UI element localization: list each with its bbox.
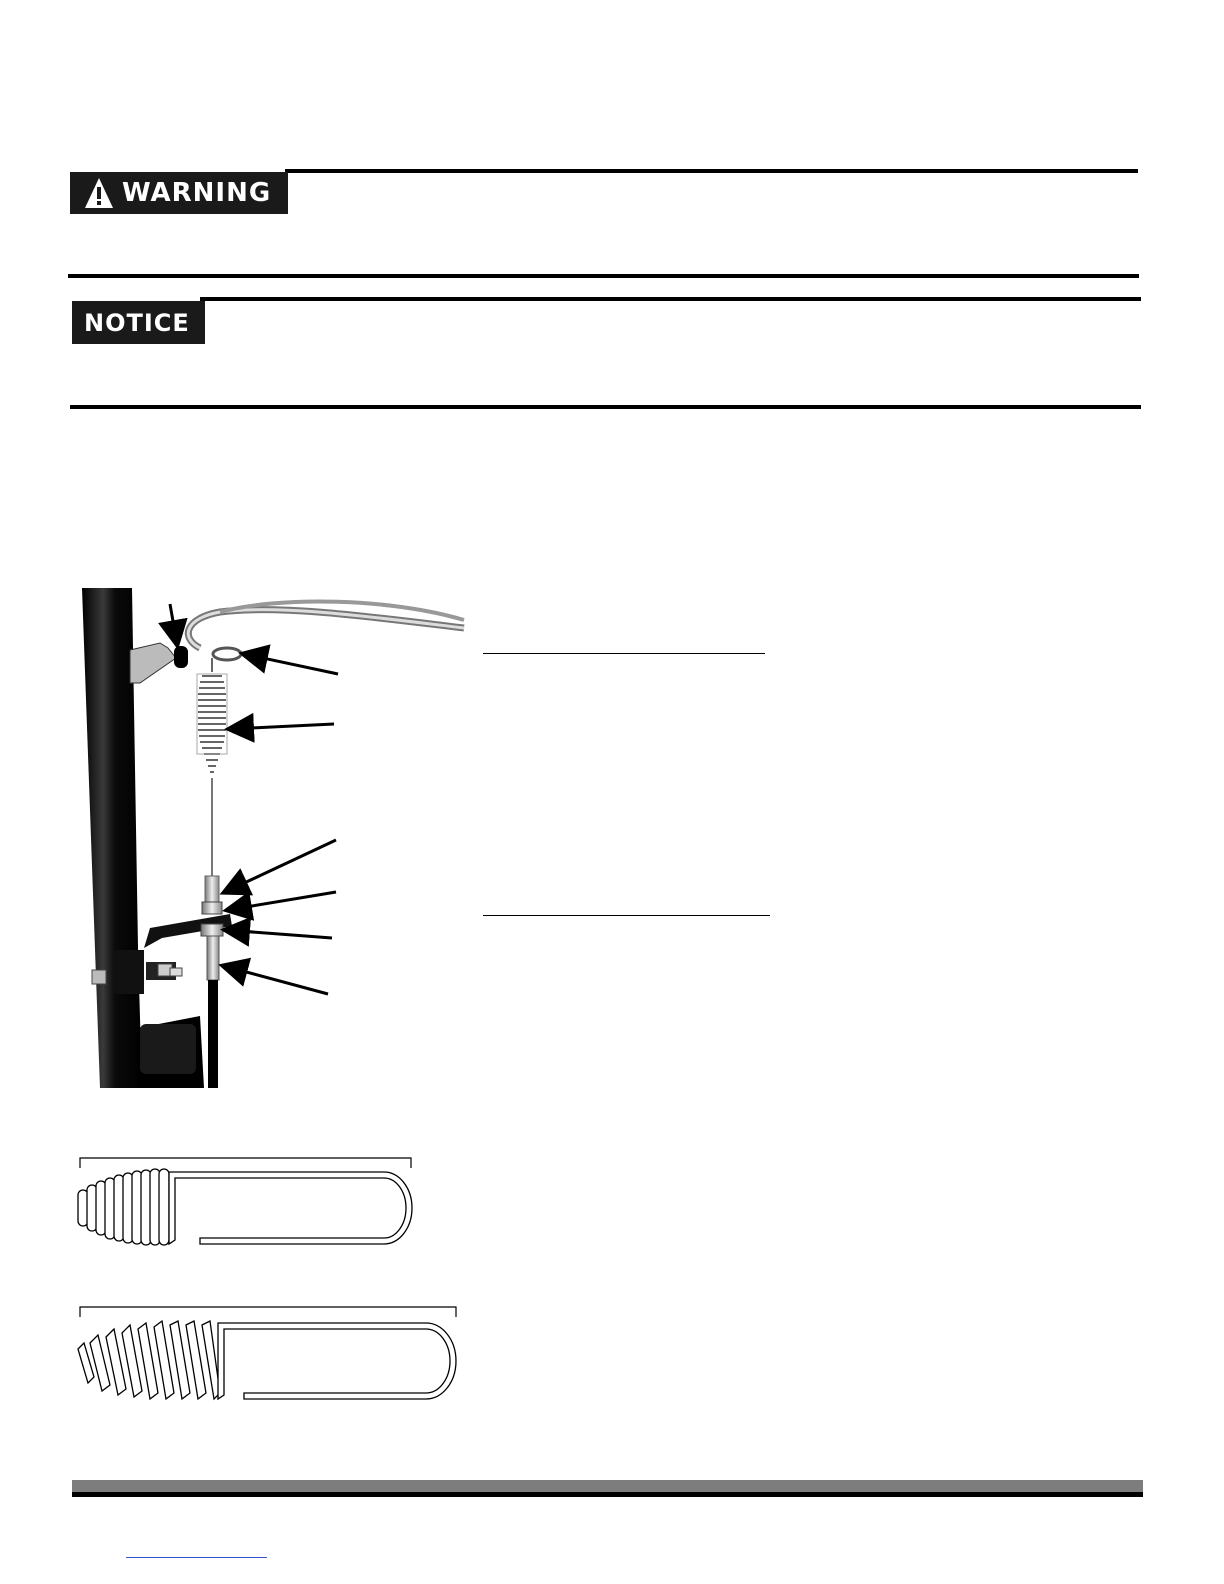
notice-label: NOTICE <box>84 308 190 337</box>
footer-bar <box>72 1480 1143 1492</box>
blank-line-top <box>483 653 765 654</box>
warning-label: WARNING <box>122 178 272 208</box>
blank-line-bottom <box>483 915 770 916</box>
footer-link-underline[interactable] <box>126 1557 267 1558</box>
warning-bottom-rule <box>68 274 1139 278</box>
spring-diagram-compressed <box>74 1152 419 1252</box>
warning-badge <box>70 172 288 214</box>
spring-diagram-extended <box>74 1303 464 1407</box>
footer-rule <box>72 1492 1143 1497</box>
throttle-cable-photo <box>80 588 466 1090</box>
warning-top-rule <box>285 169 1138 173</box>
notice-badge <box>72 301 205 344</box>
notice-top-rule <box>200 297 1141 301</box>
warning-triangle-icon <box>84 177 114 209</box>
notice-bottom-rule <box>70 405 1141 409</box>
